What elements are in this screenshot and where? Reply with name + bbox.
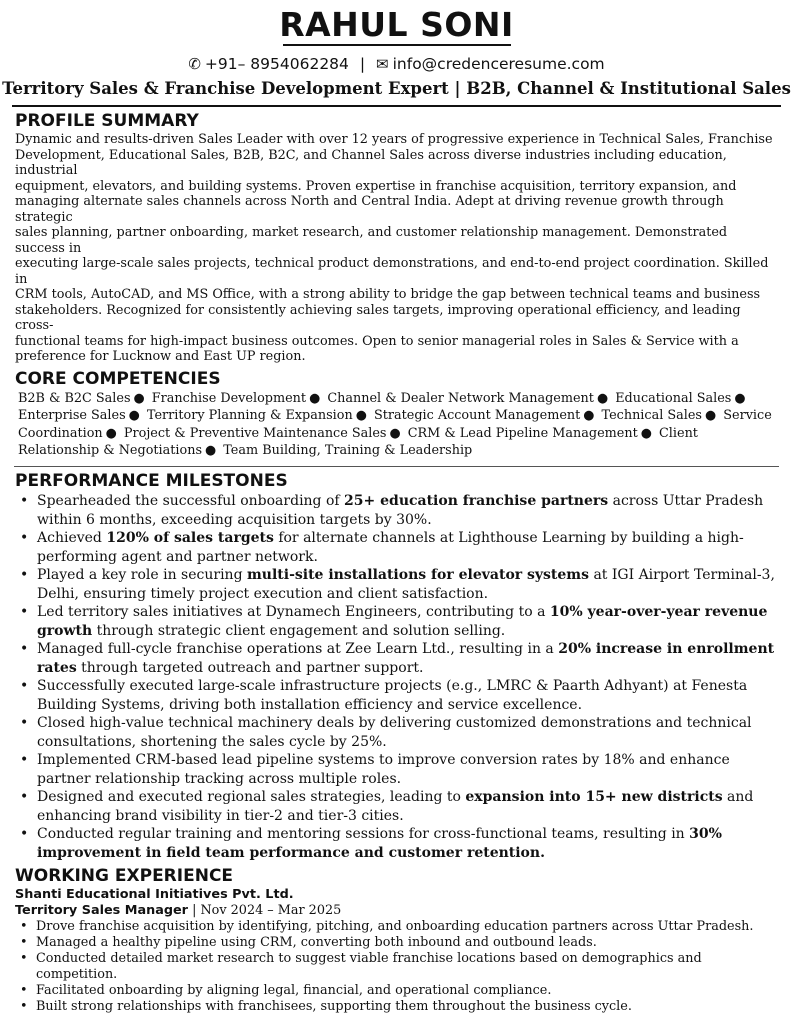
competency-item: B2B & B2C Sales <box>18 390 131 406</box>
name-underline <box>283 44 511 46</box>
section-title: CORE COMPETENCIES <box>15 368 221 389</box>
competency-item: Enterprise Sales <box>18 408 126 423</box>
milestone-item: • Played a key role in securing multi-site installations for elevator systems at IGI Airport Terminal-3, Delhi, ensuring timely project execution and client satisfaction. <box>20 566 779 603</box>
competency-item: Project & Preventive Maintenance Sales <box>123 425 387 441</box>
summary-text <box>15 132 779 365</box>
competency-item: Service Coordination <box>18 408 772 441</box>
summary-line: equipment, elevators, and building systems. Proven expertise in franchise acquisition, territory expansion, and <box>15 178 737 194</box>
milestone-list <box>0 492 793 862</box>
bullet-icon: ● <box>205 443 217 458</box>
milestone-item: • Successfully executed large-scale infrastructure projects (e.g., LMRC & Paarth Adhyant) at Fenesta Building Systems, driving both installation efficiency and service excellence. <box>20 677 779 714</box>
experience-bullets <box>0 919 793 1015</box>
experience-bullet: • Facilitated onboarding by aligning legal, financial, and operational compliance. <box>20 983 779 999</box>
role-line <box>15 903 779 919</box>
bullet-icon: ● <box>355 408 367 423</box>
section-divider <box>14 466 779 468</box>
competency-item: Franchise Development <box>151 390 307 406</box>
summary-line: Development, Educational Sales, B2B, B2C, and Channel Sales across diverse industries including education, industrial <box>15 147 727 178</box>
summary-line: preference for Lucknow and East UP region. <box>15 349 306 364</box>
milestone-item: • Managed full-cycle franchise operations at Zee Learn Ltd., resulting in a 20% increase in enrollment rates through targeted outreach and partner support. <box>20 640 779 677</box>
milestone-item: • Conducted regular training and mentoring sessions for cross-functional teams, resulting in 30% improvement in field team performance and customer retention. <box>20 825 779 862</box>
experience-bullet: • Built strong relationships with franchisees, supporting them throughout the business cycle. <box>20 999 779 1015</box>
contact-line <box>0 53 793 75</box>
milestone-item: • Designed and executed regional sales strategies, leading to expansion into 15+ new districts and enhancing brand visibility in tier-2 and tier-3 cities. <box>20 788 779 825</box>
email-address[interactable]: info@credenceresume.com <box>392 55 605 73</box>
bullet-icon: ● <box>133 390 145 406</box>
phone-number: +91– 8954062284 <box>204 55 349 73</box>
bullet-icon: ● <box>105 425 117 441</box>
section-title: PERFORMANCE MILESTONES <box>15 471 288 491</box>
competency-item: Client Relationship & Negotiations <box>18 425 698 458</box>
summary-line: executing large-scale sales projects, technical product demonstrations, and end-to-end project coordination. Skilled in <box>15 256 769 287</box>
milestone-item: • Spearheaded the successful onboarding of 25+ education franchise partners across Uttar Pradesh within 6 months, exceeding acquisition targets by 30%. <box>20 492 779 529</box>
summary-line: CRM tools, AutoCAD, and MS Office, with a strong ability to bridge the gap between technical teams and business <box>15 287 761 302</box>
milestone-item: • Led territory sales initiatives at Dynamech Engineers, contributing to a 10% year-over-year revenue growth through strategic client engagement and solution selling. <box>20 603 779 640</box>
competency-item: Team Building, Training & Leadership <box>223 443 473 458</box>
mail-icon: ✉ <box>376 55 389 73</box>
bullet-icon: ● <box>583 408 595 423</box>
summary-line: stakeholders. Recognized for consistently achieving sales targets, improving operational efficiency, and leading cross- <box>15 302 741 333</box>
summary-line: managing alternate sales channels across North and Central India. Adept at driving revenue growth through strategic <box>15 194 724 225</box>
experience-bullet: • Drove franchise acquisition by identifying, pitching, and onboarding education partners across Uttar Pradesh. <box>20 919 779 935</box>
contact-separator: | <box>359 55 366 73</box>
summary-line: sales planning, partner onboarding, market research, and customer relationship management. Demonstrated success in <box>15 225 728 256</box>
bullet-icon: ● <box>596 390 609 406</box>
milestone-item: • Closed high-value technical machinery deals by delivering customized demonstrations and technical consultations, shortening the sales cycle by 25%. <box>20 714 779 751</box>
summary-line: Dynamic and results-driven Sales Leader with over 12 years of progressive experience in Technical Sales, Franchise <box>15 132 773 147</box>
summary-line: functional teams for high-impact business outcomes. Open to senior managerial roles in Sales & Service with a <box>15 333 739 349</box>
profile-summary-section <box>0 112 793 365</box>
milestone-item: • Implemented CRM-based lead pipeline systems to improve conversion rates by 18% and enhance partner relationship tracking across multiple roles. <box>20 751 779 788</box>
bullet-icon: ● <box>389 425 401 441</box>
competency-item: Territory Planning & Expansion <box>146 408 353 423</box>
milestone-item: • Achieved 120% of sales targets for alternate channels at Lighthouse Learning by building a high-performing agent and partner network. <box>20 529 779 566</box>
bullet-icon: ● <box>128 408 140 423</box>
experience-bullet: • Managed a healthy pipeline using CRM, converting both inbound and outbound leads. <box>20 935 779 951</box>
phone-icon: ✆ <box>188 55 201 73</box>
role-separator: | <box>192 903 197 918</box>
job-title: Territory Sales Manager <box>15 903 188 918</box>
core-competencies-section <box>0 370 793 460</box>
header-divider <box>12 105 781 107</box>
competency-item: CRM & Lead Pipeline Management <box>407 425 638 441</box>
section-title: PROFILE SUMMARY <box>15 111 199 131</box>
competency-item: Technical Sales <box>601 408 702 423</box>
professional-headline: Territory Sales & Franchise Development Expert | B2B, Channel & Institutional Sales <box>2 79 791 98</box>
section-title: WORKING EXPERIENCE <box>15 866 234 886</box>
competency-item: Channel & Dealer Network Management <box>327 390 594 406</box>
competency-item: Educational Sales <box>615 390 732 406</box>
performance-milestones-section <box>0 472 793 491</box>
bullet-icon: ● <box>734 390 746 406</box>
employment-dates: Nov 2024 – Mar 2025 <box>200 903 342 918</box>
candidate-name: RAHUL SONI <box>279 5 514 44</box>
company-name: Shanti Educational Initiatives Pvt. Ltd. <box>15 887 294 902</box>
bullet-icon: ● <box>705 408 717 423</box>
competency-item: Strategic Account Management <box>373 408 581 423</box>
bullet-icon: ● <box>309 390 321 406</box>
bullet-icon: ● <box>640 425 652 441</box>
resume-header <box>0 0 793 101</box>
competency-list <box>15 390 779 460</box>
experience-bullet: • Conducted detailed market research to suggest viable franchise locations based on demographics and competition. <box>20 951 779 983</box>
working-experience-section <box>0 867 793 919</box>
